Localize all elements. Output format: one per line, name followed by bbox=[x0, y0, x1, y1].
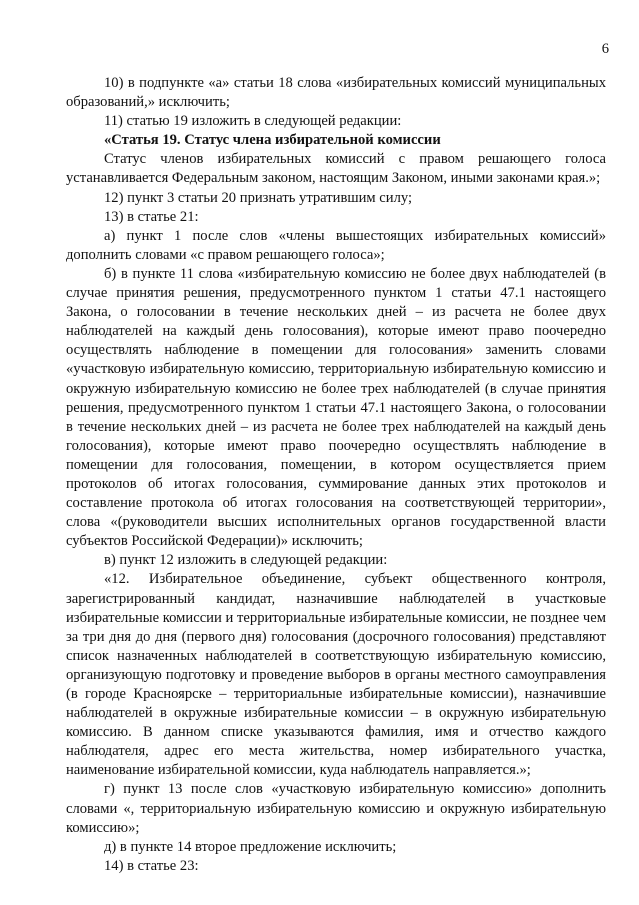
article-19-text: Статус членов избирательных комиссий с правом решающего голоса устанавливается Федеральным законом, настоящим Законом, иными законами края.»; bbox=[66, 151, 606, 187]
paragraph-item-11: 11) статью 19 изложить в следующей редакции: bbox=[104, 113, 402, 130]
paragraph-item-10: 10) в подпункте «а» статьи 18 слова «избирательных комиссий муниципальных образований,» исключить; bbox=[66, 75, 606, 111]
paragraph-item-13: 13) в статье 21: bbox=[104, 208, 199, 225]
paragraph-item-14: 14) в статье 23: bbox=[104, 857, 199, 874]
subparagraph-d: д) в пункте 14 второе предложение исключить; bbox=[104, 838, 397, 855]
article-19-heading: «Статья 19. Статус члена избирательной комиссии bbox=[104, 132, 441, 149]
subparagraph-a: а) пункт 1 после слов «члены вышестоящих избирательных комиссий» дополнить словами «с правом решающего голоса»; bbox=[66, 227, 606, 263]
subparagraph-g: г) пункт 13 после слов «участковую избирательную комиссию» дополнить словами «, территориальную избирательную комиссию и окружную избирательную комиссию»; bbox=[66, 781, 606, 836]
page-number: 6 bbox=[601, 41, 609, 57]
subparagraph-v: в) пункт 12 изложить в следующей редакции: bbox=[104, 552, 388, 569]
subparagraph-b: б) в пункте 11 слова «избирательную комиссию не более двух наблюдателей (в случае принятия решения, предусмотренного пунктом 1 статьи 47.1 настоящего Закона, о голосовании в течение нескольких дней – из расчета не более двух наблюдателей на каждый день голосования), которые имеют право поочередно осуществлять наблюдение в помещении для голосования» заменить словами «участковую избирательную комиссию, территориальную избирательную комиссию и окружную избирательную комиссию не более трех наблюдателей (в случае принятия решения, предусмотренного пунктом 1 статьи 47.1 настоящего Закона, о голосовании в течение нескольких дней – из расчета не более трех наблюдателей на каждый день голосования), которые имеют право поочередно осуществлять наблюдение в помещении для голосования, помещении, в котором осуществляется прием протоколов об итогах голосования, суммирование данных этих протоколов и составление протокола об итогах голосования на соответствующей территории», слова «(руководители высших исполнительных органов государственной власти субъектов Российской Федерации)» исключить; bbox=[66, 265, 606, 550]
paragraph-item-12: 12) пункт 3 статьи 20 признать утратившим силу; bbox=[104, 189, 413, 206]
document-body bbox=[66, 74, 606, 876]
point-12-text: «12. Избирательное объединение, субъект общественного контроля, зарегистрированный кандидат, назначившие наблюдателей в участковые избирательные комиссии и территориальные избирательные комиссии, не позднее чем за три дня до дня (первого дня) голосования (досрочного голосования) представляют список назначенных наблюдателей в соответствующую избирательную комиссию, организующую подготовку и проведение выборов в органы местного самоуправления (в городе Красноярске – территориальные избирательные комиссии), назначившие наблюдателей в окружные избирательные комиссии – в окружную избирательную комиссию. В данном списке указываются фамилия, имя и отчество каждого наблюдателя, адрес его места жительства, номер избирательного участка, наименование избирательной комиссии, куда наблюдатель направляется.»; bbox=[66, 571, 606, 779]
